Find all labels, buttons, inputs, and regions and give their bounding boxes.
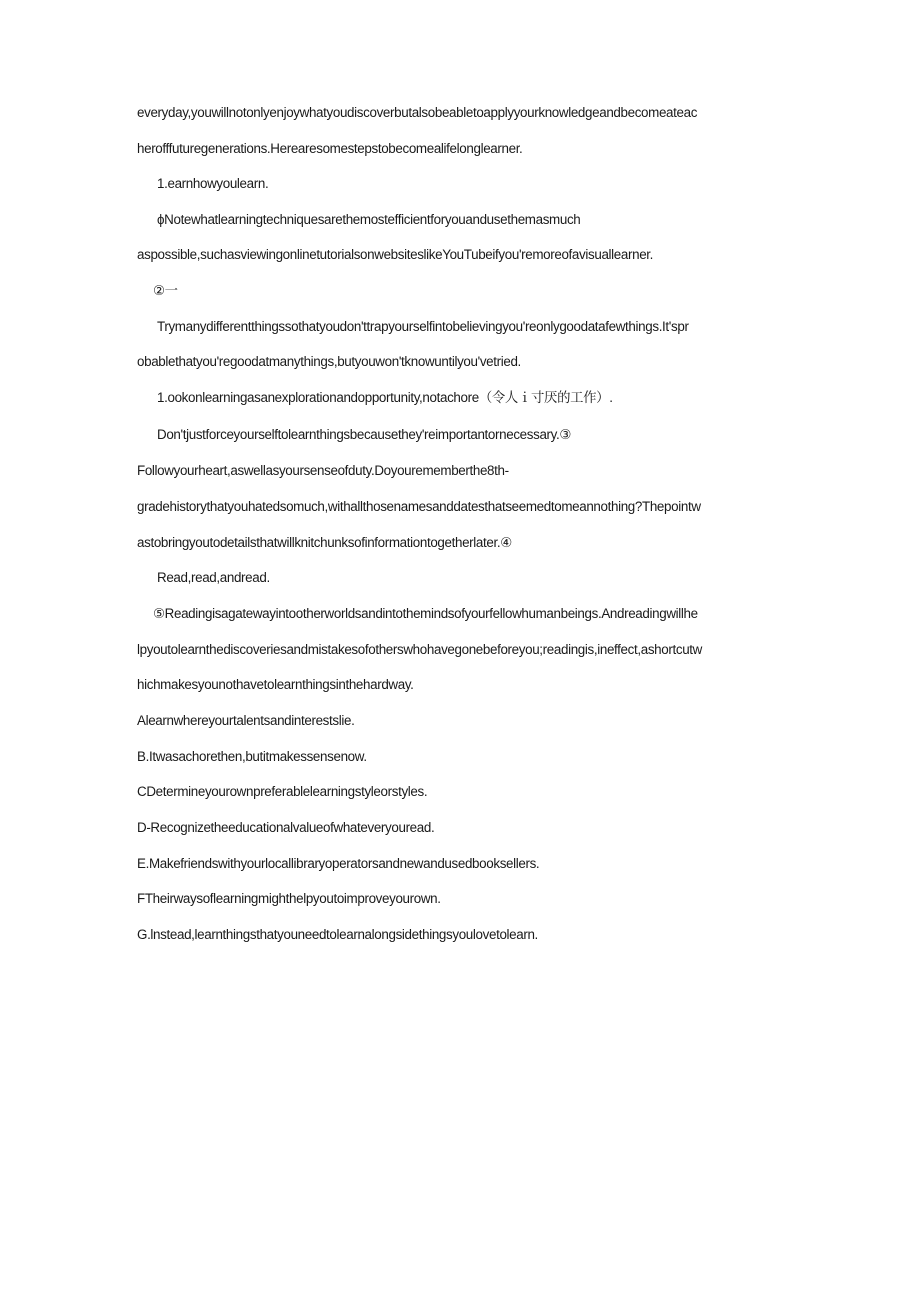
paragraph-line: Don'tjustforceyourselftolearnthingsbecausethey'reimportantornecessary.③	[157, 427, 572, 442]
step-heading: 1.ookonlearningasanexplorationandopportunity,notachore（令人ｉ寸厌的工作）.	[157, 390, 613, 405]
paragraph-line: gradehistorythatyouhatedsomuch,withallthosenamesanddatesthatseemedtomeannothing?Thepointw	[137, 499, 701, 514]
paragraph-line: obablethatyou'regoodatmanythings,butyouwon'tknowuntilyou'vetried.	[137, 354, 521, 369]
paragraph-line: ϕNotewhatlearningtechniquesarethemostefficientforyouandusethemasmuch	[157, 212, 581, 227]
paragraph-line: ⑤Readingisagatewayintootherworldsandintothemindsofyourfellowhumanbeings.Andreadingwillhe	[153, 606, 698, 621]
paragraph-line: herofffuturegenerations.Herearesomestepstobecomealifelonglearner.	[137, 141, 523, 156]
option-e: E.Makefriendswithyourlocallibraryoperatorsandnewandusedbooksellers.	[137, 856, 540, 871]
paragraph-line: aspossible,suchasviewingonlinetutorialsonwebsiteslikeYouTubeifyou'remoreofavisuallearner.	[137, 247, 654, 262]
option-a: Alearnwhereyourtalentsandinterestslie.	[137, 713, 355, 728]
option-c: CDetermineyourownpreferablelearningstyleorstyles.	[137, 784, 428, 799]
paragraph-line: Followyourheart,aswellasyoursenseofduty.Doyourememberthe8th-	[137, 463, 509, 478]
option-f: FTheirwaysoflearningmighthelpyoutoimproveyourown.	[137, 891, 441, 906]
option-d: D-Recognizetheeducationalvalueofwhateveryouread.	[137, 820, 435, 835]
step-heading: 1.earnhowyoulearn.	[157, 176, 269, 191]
blank-marker: ②一	[153, 283, 178, 298]
step-heading: Read,read,andread.	[157, 570, 270, 585]
paragraph-line: hichmakesyounothavetolearnthingsinthehardway.	[137, 677, 414, 692]
paragraph-line: everyday,youwillnotonlyenjoywhatyoudiscoverbutalsobeabletoapplyyourknowledgeandbecomeateac	[137, 105, 698, 120]
option-b: B.Itwasachorethen,butitmakessensenow.	[137, 749, 367, 764]
option-g: G.lnstead,learnthingsthatyouneedtolearnalongsidethingsyoulovetolearn.	[137, 927, 538, 942]
paragraph-line: astobringyoutodetailsthatwillknitchunksofinformationtogetherlater.④	[137, 535, 512, 550]
paragraph-line: Trymanydifferentthingssothatyoudon'ttrapyourselfintobelievingyou'reonlygoodatafewthings.It'spr	[157, 319, 689, 334]
paragraph-line: lpyoutolearnthediscoveriesandmistakesofotherswhohavegonebeforeyou;readingis,ineffect,ashortcutw	[137, 642, 702, 657]
